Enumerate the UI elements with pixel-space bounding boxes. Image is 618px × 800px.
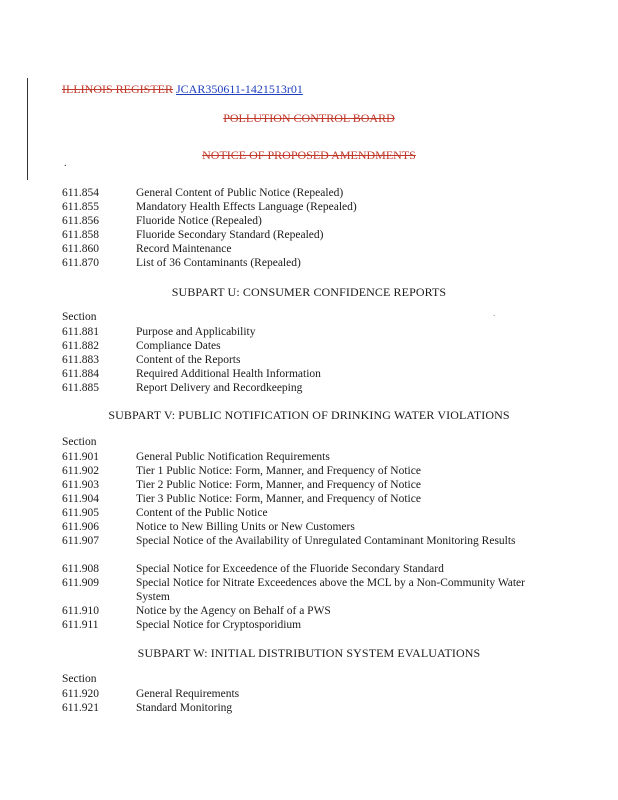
jcar-id-inserted: JCAR350611-1421513r01 bbox=[176, 82, 303, 96]
register-title-struck: ILLINOIS REGISTER bbox=[62, 82, 173, 96]
section-label: Section bbox=[62, 436, 97, 448]
revision-margin-bar bbox=[27, 78, 28, 180]
board-heading: POLLUTION CONTROL BOARD bbox=[223, 111, 395, 125]
stray-mark: . bbox=[493, 308, 496, 318]
stray-mark: . bbox=[64, 158, 67, 169]
section-label: Section bbox=[62, 311, 97, 323]
register-header bbox=[62, 82, 303, 97]
section-label: Section bbox=[62, 673, 97, 685]
subpart-v-heading: SUBPART V: PUBLIC NOTIFICATION OF DRINKING WATER VIOLATIONS bbox=[108, 408, 510, 422]
notice-heading: NOTICE OF PROPOSED AMENDMENTS bbox=[202, 148, 416, 162]
subpart-u-heading: SUBPART U: CONSUMER CONFIDENCE REPORTS bbox=[171, 285, 447, 299]
subpart-w-heading: SUBPART W: INITIAL DISTRIBUTION SYSTEM EVALUATIONS bbox=[137, 646, 481, 660]
